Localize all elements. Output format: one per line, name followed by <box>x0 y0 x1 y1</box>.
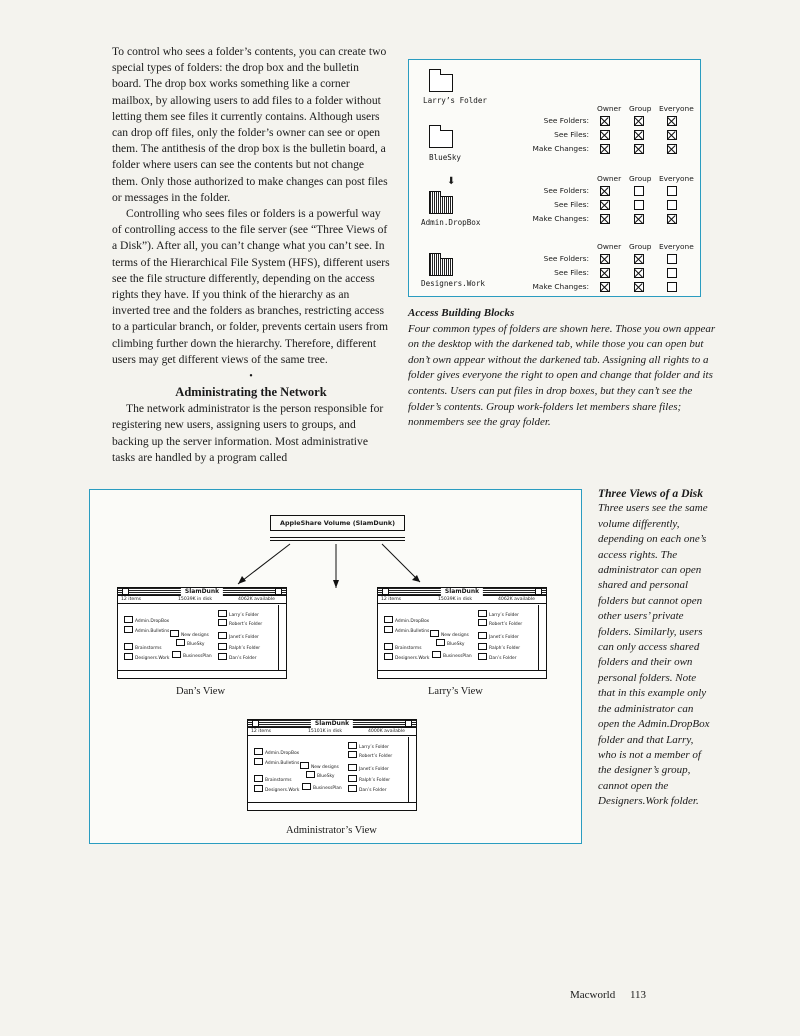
checkbox-checked[interactable] <box>667 116 677 126</box>
folder-item[interactable]: Janet’s Folder <box>478 632 519 641</box>
zoom-box-icon[interactable] <box>405 720 412 727</box>
header-everyone: Everyone <box>659 242 694 251</box>
page-footer <box>570 989 658 1001</box>
publication-name: Macworld <box>570 989 616 1001</box>
folder-label-designers: Designers.Work <box>421 279 486 288</box>
folder-item[interactable]: Larry’s Folder <box>348 742 389 751</box>
header-owner: Owner <box>597 174 622 183</box>
folder-icon <box>429 74 453 92</box>
disk-available: 4062K available <box>238 597 275 602</box>
folder-item[interactable]: BlueSky <box>306 771 335 780</box>
zoom-box-icon[interactable] <box>275 588 282 595</box>
checkbox-checked[interactable] <box>634 254 644 264</box>
caption-title: Access Building Blocks <box>408 307 515 319</box>
folder-item[interactable]: New designs <box>430 630 469 639</box>
folder-item[interactable]: Admin.DropBox <box>124 616 169 625</box>
group-folder-icon <box>429 258 453 276</box>
arrow-down-icon: ⬇ <box>447 176 456 187</box>
checkbox-checked[interactable] <box>667 144 677 154</box>
folder-label-bluesky: BlueSky <box>429 153 462 162</box>
disk-used: 15101K in disk <box>308 729 342 734</box>
folder-item[interactable]: Ralph’s Folder <box>348 775 390 784</box>
folder-item[interactable]: Ralph’s Folder <box>218 643 260 652</box>
vertical-scrollbar[interactable] <box>538 605 546 670</box>
window-title: SlamDunk <box>181 587 223 596</box>
folder-label-larry: Larry’s Folder <box>423 96 488 105</box>
checkbox-checked[interactable] <box>634 130 644 140</box>
folder-item[interactable]: Admin.Bulletins <box>384 626 429 635</box>
folder-item[interactable]: Robert’s Folder <box>218 619 262 628</box>
folder-item[interactable]: BlueSky <box>436 639 465 648</box>
folder-item[interactable]: Admin.Bulletins <box>124 626 169 635</box>
view-label: Administrator’s View <box>286 825 377 836</box>
window-title-bar[interactable] <box>248 720 416 728</box>
body-column <box>112 44 390 466</box>
checkbox-checked[interactable] <box>634 282 644 292</box>
folder-item[interactable]: Robert’s Folder <box>348 751 392 760</box>
checkbox-checked[interactable] <box>600 268 610 278</box>
folder-item[interactable]: BusinessPlan <box>302 783 342 792</box>
checkbox-checked[interactable] <box>634 268 644 278</box>
checkbox-checked[interactable] <box>600 214 610 224</box>
perm-make-changes: Make Changes: <box>532 144 589 153</box>
checkbox-checked[interactable] <box>600 144 610 154</box>
header-owner: Owner <box>597 242 622 251</box>
folder-item[interactable]: Larry’s Folder <box>218 610 259 619</box>
section-heading: Administrating the Network <box>175 385 327 400</box>
folder-item[interactable]: Ralph’s Folder <box>478 643 520 652</box>
folder-item[interactable]: Designers.Work <box>384 653 429 662</box>
horizontal-scrollbar[interactable] <box>378 670 546 678</box>
arrow-line <box>238 544 290 584</box>
caption-access-building-blocks <box>408 306 718 431</box>
items-count: 12 items <box>381 597 402 602</box>
folder-item[interactable]: Robert’s Folder <box>478 619 522 628</box>
folder-item[interactable]: Dan’s Folder <box>478 653 517 662</box>
items-count: 12 items <box>251 729 272 734</box>
header-owner: Owner <box>597 104 622 113</box>
folder-item[interactable]: Admin.DropBox <box>254 748 299 757</box>
window-info-bar <box>378 596 546 604</box>
finder-window <box>377 587 547 679</box>
folder-item[interactable]: Brainstorms <box>124 643 162 652</box>
checkbox-checked[interactable] <box>600 186 610 196</box>
folder-item[interactable]: Dan’s Folder <box>218 653 257 662</box>
folder-item[interactable]: Janet’s Folder <box>348 764 389 773</box>
finder-window <box>117 587 287 679</box>
three-views-figure <box>89 489 582 844</box>
folder-item[interactable]: Admin.Bulletins <box>254 758 299 767</box>
perm-see-files: See Files: <box>554 200 589 209</box>
close-box-icon[interactable] <box>382 588 389 595</box>
caption-title: Three Views of a Disk <box>598 487 703 500</box>
volume-title: AppleShare Volume (SlamDunk) <box>270 515 405 531</box>
window-title: SlamDunk <box>311 719 353 728</box>
horizontal-scrollbar[interactable] <box>118 670 286 678</box>
header-everyone: Everyone <box>659 104 694 113</box>
header-group: Group <box>629 174 652 183</box>
zoom-box-icon[interactable] <box>535 588 542 595</box>
folder-item[interactable]: BusinessPlan <box>172 651 212 660</box>
checkbox-unchecked[interactable] <box>667 282 677 292</box>
checkbox-unchecked[interactable] <box>667 200 677 210</box>
finder-window <box>247 719 417 811</box>
vertical-scrollbar[interactable] <box>408 737 416 802</box>
disk-available: 4000K available <box>368 729 405 734</box>
checkbox-checked[interactable] <box>634 144 644 154</box>
dropbox-folder-icon <box>429 196 453 214</box>
horizontal-scrollbar[interactable] <box>248 802 416 810</box>
arrow-head <box>412 575 420 582</box>
folder-item[interactable]: New designs <box>300 762 339 771</box>
caption-three-views <box>598 486 710 810</box>
checkbox-checked[interactable] <box>600 116 610 126</box>
disk-used: 15039K in disk <box>178 597 212 602</box>
perm-see-files: See Files: <box>554 130 589 139</box>
checkbox-checked[interactable] <box>634 116 644 126</box>
window-title-bar[interactable] <box>378 588 546 596</box>
checkbox-unchecked[interactable] <box>667 254 677 264</box>
arrow-head <box>333 580 339 588</box>
close-box-icon[interactable] <box>252 720 259 727</box>
perm-see-files: See Files: <box>554 268 589 277</box>
caption-text: Three users see the same volume differently, depending on each one’s access rights. The administrator can open shared and personal folders but cannot open other users’ private folders. Similarly, users can only access shared folders and their own personal folders. Note that in this example only the administrator can open the Admin.DropBox folder and that Larry, who is not a member of the designer’s group, cannot open the Designers.Work folder. <box>598 502 710 808</box>
window-info-bar <box>248 728 416 736</box>
folder-icon <box>429 130 453 148</box>
section-bullet: • <box>249 371 253 383</box>
body-paragraph-1: To control who sees a folder’s contents, you can create two special types of folders: the drop box and the bulletin board. The drop box works something like a corner mailbox, by allowing users to add files to a folder without letting them see files it currently contains. Although users can drop off files, only the folder’s owner can see or open them. The antithesis of the drop box is the bulletin board, a folder where users can see the contents but not change them. Only those authorized to make changes can post files or messages in the folder. <box>112 45 388 204</box>
checkbox-checked[interactable] <box>667 130 677 140</box>
items-count: 12 items <box>121 597 142 602</box>
folder-item[interactable]: Brainstorms <box>254 775 292 784</box>
header-group: Group <box>629 242 652 251</box>
perm-make-changes: Make Changes: <box>532 282 589 291</box>
perm-see-folders: See Folders: <box>543 254 589 263</box>
checkbox-unchecked[interactable] <box>667 268 677 278</box>
perm-see-folders: See Folders: <box>543 116 589 125</box>
header-group: Group <box>629 104 652 113</box>
arrow-head <box>238 576 246 584</box>
checkbox-unchecked[interactable] <box>634 186 644 196</box>
body-paragraph-3: The network administrator is the person responsible for registering new users, assigning users to groups, and backing up the server information. Most administrative tasks are handled by a program called <box>112 402 384 464</box>
checkbox-checked[interactable] <box>600 130 610 140</box>
checkbox-checked[interactable] <box>634 214 644 224</box>
checkbox-checked[interactable] <box>600 200 610 210</box>
body-paragraph-2: Controlling who sees files or folders is a powerful way of controlling access to the file server (see “Three Views of a Disk”). After all, you can’t change what you can’t see. In terms of the Hierarchical File System (HFS), different users see the file structure differently, depending on the access rights they have. If you think of the hierarchy as an inverted tree and the folders as branches, restricting access to a particular branch, or folder, prevents certain users from climbing further down the hierarchy. Therefore, different users may get different views of the same tree. <box>112 207 390 366</box>
window-title: SlamDunk <box>441 587 483 596</box>
folder-item[interactable]: Designers.Work <box>124 653 169 662</box>
folder-item[interactable]: New designs <box>170 630 209 639</box>
checkbox-checked[interactable] <box>600 254 610 264</box>
access-building-blocks-figure <box>408 59 701 297</box>
folder-item[interactable]: BlueSky <box>176 639 205 648</box>
folder-item[interactable]: Dan’s Folder <box>348 785 387 794</box>
disk-available: 4062K available <box>498 597 535 602</box>
checkbox-checked[interactable] <box>667 214 677 224</box>
folder-item[interactable]: Larry’s Folder <box>478 610 519 619</box>
folder-item[interactable]: Brainstorms <box>384 643 422 652</box>
checkbox-unchecked[interactable] <box>667 186 677 196</box>
arrow-line <box>382 544 420 582</box>
checkbox-unchecked[interactable] <box>634 200 644 210</box>
folder-item[interactable]: Designers.Work <box>254 785 299 794</box>
checkbox-checked[interactable] <box>600 282 610 292</box>
window-title-bar[interactable] <box>118 588 286 596</box>
caption-text: Four common types of folders are shown here. Those you own appear on the desktop with the darkened tab, while those you can open but don’t own appear without the darkened tab. Assigning all rights to a folder gives everyone the right to open and change that folder and its contents. Users can put files in drop boxes, but they can’t see the folder’s contents. Group work-folders let members share files; nonmembers see the gray folder. <box>408 322 716 429</box>
page-number: 113 <box>629 989 647 1001</box>
window-info-bar <box>118 596 286 604</box>
disk-used: 15039K in disk <box>438 597 472 602</box>
folder-item[interactable]: Janet’s Folder <box>218 632 259 641</box>
header-everyone: Everyone <box>659 174 694 183</box>
close-box-icon[interactable] <box>122 588 129 595</box>
folder-item[interactable]: BusinessPlan <box>432 651 472 660</box>
vertical-scrollbar[interactable] <box>278 605 286 670</box>
perm-see-folders: See Folders: <box>543 186 589 195</box>
perm-make-changes: Make Changes: <box>532 214 589 223</box>
view-label: Dan’s View <box>176 686 226 697</box>
folder-label-dropbox: Admin.DropBox <box>421 218 481 227</box>
view-label: Larry’s View <box>428 686 483 697</box>
folder-item[interactable]: Admin.DropBox <box>384 616 429 625</box>
